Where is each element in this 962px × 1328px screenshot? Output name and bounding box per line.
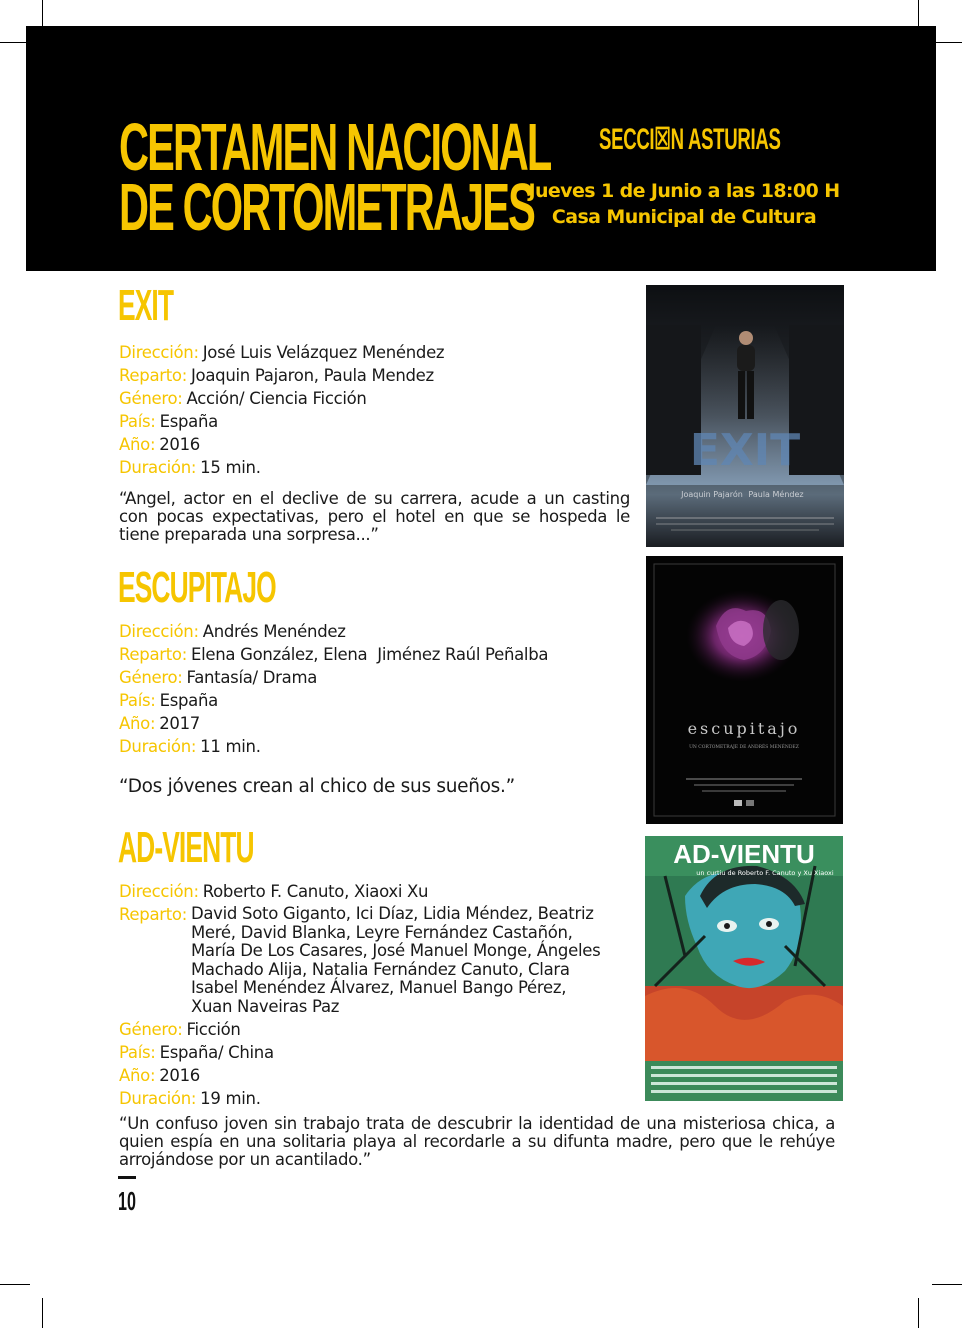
poster-ad-vientu-title: AD-VIENTU [673, 839, 815, 869]
value-direccion: José Luis Velázquez Menéndez [202, 343, 445, 362]
title-line-2: DE CORTOMETRAJES [119, 170, 534, 245]
value-pais: España [159, 412, 218, 431]
poster-escupitajo-image [646, 556, 843, 824]
poster-ad-vientu-subtitle: un curtiu de Roberto F. Canuto y Xu Xiaoxi [696, 869, 834, 877]
value-genero: Acción/ Ciencia Ficción [186, 389, 367, 408]
poster-escupitajo-title: escupitajo [687, 719, 801, 738]
label-pais: País: [119, 1043, 156, 1062]
crop-mark [918, 1298, 919, 1328]
value-direccion: Roberto F. Canuto, Xiaoxi Xu [202, 882, 429, 901]
label-duracion: Duración: [119, 458, 197, 477]
label-direccion: Dirección: [119, 343, 199, 362]
title-line-1: CERTAMEN NACIONAL [119, 110, 551, 185]
label-genero: Género: [119, 668, 183, 687]
header-band [26, 26, 936, 271]
film-synopsis: “Angel, actor en el declive de su carrera, acude a un casting con pocas expectativas, pero el hotel en que se hospeda le tiene preparada una sorpresa...” [119, 489, 630, 544]
film-synopsis: “Un confuso joven sin trabajo trata de descubrir la identidad de una misteriosa chica, a quien espía en una solitaria playa al recordarle a su difunta madre, pero que le rehúye arrojándose por un acantilado.” [119, 1114, 835, 1169]
film-title: AD-VIENTU [118, 823, 254, 872]
label-reparto: Reparto: [119, 905, 187, 924]
poster-ad-vientu-image [645, 836, 843, 1101]
value-pais: España [159, 691, 218, 710]
poster-exit-image [646, 285, 844, 547]
crop-mark [0, 1284, 30, 1285]
label-reparto: Reparto: [119, 366, 187, 385]
film-title: ESCUPITAJO [118, 563, 276, 612]
label-duracion: Duración: [119, 737, 197, 756]
event-date: Jueves 1 de Junio a las 18:00 H [528, 180, 840, 202]
label-anio: Año: [119, 1066, 156, 1085]
page-title [119, 110, 551, 245]
value-anio: 2016 [159, 1066, 200, 1085]
value-pais: España/ China [159, 1043, 274, 1062]
film-title: EXIT [118, 281, 174, 330]
crop-mark [42, 1298, 43, 1328]
value-duracion: 11 min. [200, 737, 261, 756]
film-credits [119, 341, 444, 479]
label-pais: País: [119, 691, 156, 710]
value-genero: Fantasía/ Drama [186, 668, 318, 687]
label-pais: País: [119, 412, 156, 431]
poster-exit-title: EXIT [689, 425, 801, 476]
value-duracion: 19 min. [200, 1089, 261, 1108]
label-direccion: Dirección: [119, 882, 199, 901]
crop-mark [932, 42, 962, 43]
section-label: SECCI☒N ASTURIAS [599, 123, 781, 156]
film-synopsis: “Dos jóvenes crean al chico de sus sueños.” [119, 776, 515, 797]
event-venue: Casa Municipal de Cultura [551, 206, 817, 228]
poster-escupitajo [646, 556, 843, 824]
page-number-rule [118, 1176, 136, 1179]
film-credits [119, 880, 611, 1110]
poster-ad-vientu [645, 836, 843, 1101]
label-direccion: Dirección: [119, 622, 199, 641]
value-genero: Ficción [186, 1020, 241, 1039]
event-info [506, 178, 862, 230]
poster-escupitajo-subtitle: UN CORTOMETRAJE DE ANDRÉS MENÉNDEZ [689, 745, 799, 750]
label-duracion: Duración: [119, 1089, 197, 1108]
poster-exit-credit1: Joaquin Pajarón [681, 490, 743, 499]
crop-mark [932, 1284, 962, 1285]
value-direccion: Andrés Menéndez [202, 622, 346, 641]
poster-exit-credit2: Paula Méndez [748, 490, 804, 499]
label-reparto: Reparto: [119, 645, 187, 664]
value-reparto: Joaquin Pajaron, Paula Mendez [190, 366, 434, 385]
page-number: 10 [118, 1186, 136, 1216]
label-genero: Género: [119, 1020, 183, 1039]
value-reparto: David Soto Giganto, Ici Díaz, Lidia Méndez, Beatriz Meré, David Blanka, Leyre Fernández Castañón, María De Los Casares, José Manuel Monge, Ángeles Machado Alija, Natalia Fernández Canuto, Clara Isabel Menéndez Álvarez, Manuel Bango Pérez, Xuan Naveiras Paz [190, 904, 601, 1016]
value-anio: 2017 [159, 714, 200, 733]
value-duracion: 15 min. [200, 458, 261, 477]
poster-exit [646, 285, 844, 547]
value-reparto: Elena González, Elena Jiménez Raúl Peñalba [190, 645, 549, 664]
film-credits [119, 620, 548, 758]
label-genero: Género: [119, 389, 183, 408]
label-anio: Año: [119, 714, 156, 733]
value-anio: 2016 [159, 435, 200, 454]
label-anio: Año: [119, 435, 156, 454]
